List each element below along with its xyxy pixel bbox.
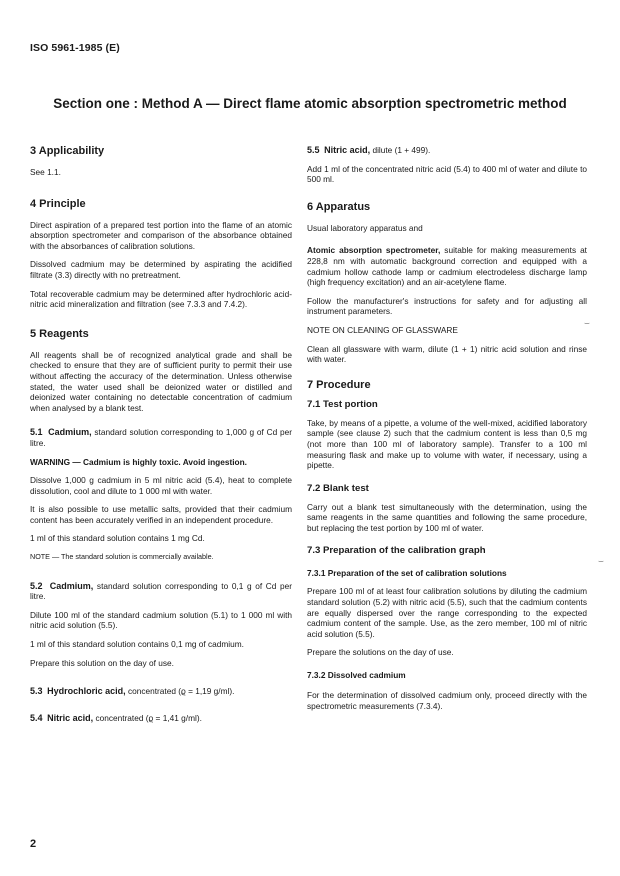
clause-5-4: 5.4 Nitric acid, concentrated (ϱ = 1,41 g/ml). xyxy=(30,712,202,723)
clause-5-2-paragraph-1: Dilute 100 ml of the standard cadmium solution (5.1) to 1 000 ml with nitric acid solution (5.5). xyxy=(30,609,292,631)
apparatus-heading: 6 Apparatus xyxy=(307,200,371,213)
clause-5-1: 5.1 Cadmium, standard solution corresponding to 1,000 g of Cd per litre. xyxy=(30,427,292,448)
reagents-intro: All reagents shall be of recognized analytical grade and shall be checked to ensure that they are of sufficient purity to permit their use without affecting the accuracy of the determination. Unless otherwise stated, the water used shall be deionized water or distilled and deionized water containing no detectable concentration of cadmium when analysed by a blank test. xyxy=(30,349,292,413)
calibration-solutions-heading: 7.3.1 Preparation of the set of calibration solutions xyxy=(307,568,507,579)
clause-5-3: 5.3 Hydrochloric acid, concentrated (ϱ = 1,19 g/ml). xyxy=(30,686,235,697)
dissolved-cadmium-text: For the determination of dissolved cadmium only, proceed directly with the spectrometric measurements (7.3.4). xyxy=(307,690,587,711)
glassware-note-heading: NOTE ON CLEANING OF GLASSWARE xyxy=(307,324,458,335)
apparatus-paragraph-1: Usual laboratory apparatus and xyxy=(307,222,423,233)
blank-test-text: Carry out a blank test simultaneously with the determination, using the same reagents in the same quantities and following the same procedure, but replacing the test portion by 100 ml of water. xyxy=(307,501,587,533)
apparatus-spectrometer: Atomic absorption spectrometer, suitable for making measurements at 228,8 nm with automatic background correction and equipped with a cadmium hollow cathode lamp or cadmium electrodeless discharge lamp (high frequency excitation) and an air-acetylene flame. xyxy=(307,245,587,288)
warning-text: WARNING — Cadmium is highly toxic. Avoid ingestion. xyxy=(30,456,247,467)
dissolved-cadmium-heading: 7.3.2 Dissolved cadmium xyxy=(307,670,406,681)
principle-paragraph-2: Dissolved cadmium may be determined by aspirating the acidified filtrate (3.3) directly with no pretreatment. xyxy=(30,259,292,280)
principle-heading: 4 Principle xyxy=(30,197,86,210)
calibration-graph-heading: 7.3 Preparation of the calibration graph xyxy=(307,545,486,557)
document-header: ISO 5961-1985 (E) xyxy=(30,42,120,54)
section-title: Section one : Method A — Direct flame atomic absorption spectrometric method xyxy=(53,96,567,111)
left-column xyxy=(30,145,292,723)
applicability-text: See 1.1. xyxy=(30,167,61,177)
clause-5-1-paragraph-1: Dissolve 1,000 g cadmium in 5 ml nitric acid (5.4), heat to complete dissolution, cool and dilute to 1 000 ml with water. xyxy=(30,475,292,496)
principle-paragraph-1: Direct aspiration of a prepared test portion into the flame of an atomic absorption spectrometer and comparison of the absorbance obtained with the absorbances of calibration solutions. xyxy=(30,219,292,251)
test-portion-text: Take, by means of a pipette, a volume of the well-mixed, acidified laboratory sample (see clause 2) such that the cadmium content is less than 0,5 mg (not more than 100 ml of laboratory sample). Transfer to a 100 ml measuring flask and make up to volume with water, if necessary, using a pipette. xyxy=(307,417,587,471)
procedure-heading: 7 Procedure xyxy=(307,378,371,391)
calibration-solutions-text: Prepare 100 ml of at least four calibration solutions by diluting the cadmium standard solution (5.2) with nitric acid (5.5), such that the cadmium contents are equally dispersed over the range corresponding to the expected cadmium content of the sample. Use, as the zero member, 100 ml of nitric acid solution (5.5). xyxy=(307,586,587,639)
page-number: 2 xyxy=(30,838,37,850)
clause-5-2-paragraph-2: 1 ml of this standard solution contains 0,1 mg of cadmium. xyxy=(30,639,244,650)
margin-mark: ⌣ xyxy=(584,318,590,328)
blank-test-heading: 7.2 Blank test xyxy=(307,482,369,494)
margin-mark: ⌣ xyxy=(598,556,604,566)
clause-5-5: 5.5 Nitric acid, dilute (1 + 499). xyxy=(307,145,431,155)
apparatus-paragraph-3: Follow the manufacturer's instructions for safety and for adjusting all instrument parameters. xyxy=(307,295,587,317)
test-portion-heading: 7.1 Test portion xyxy=(307,398,378,410)
clause-5-1-paragraph-2: It is also possible to use metallic salts, provided that their cadmium content has been accurately verified in an independent procedure. xyxy=(30,504,292,525)
clause-5-1-paragraph-3: 1 ml of this standard solution contains 1 mg Cd. xyxy=(30,533,205,544)
glassware-note-text: Clean all glassware with warm, dilute (1 + 1) nitric acid solution and rinse with water. xyxy=(307,343,587,365)
clause-5-2: 5.2 Cadmium, standard solution corresponding to 0,1 g of Cd per litre. xyxy=(30,580,292,602)
reagents-heading: 5 Reagents xyxy=(30,327,89,340)
calibration-solutions-note: Prepare the solutions on the day of use. xyxy=(307,647,454,658)
clause-5-5-paragraph: Add 1 ml of the concentrated nitric acid (5.4) to 400 ml of water and dilute to 500 ml. xyxy=(307,163,587,185)
note-text: NOTE — The standard solution is commercially available. xyxy=(30,552,214,562)
applicability-heading: 3 Applicability xyxy=(30,145,105,157)
right-column xyxy=(307,145,587,711)
clause-5-2-paragraph-3: Prepare this solution on the day of use. xyxy=(30,657,174,668)
principle-paragraph-3: Total recoverable cadmium may be determined after hydrochloric acid-nitric acid mineralization and filtration (see 7.3.3 and 7.4.2). xyxy=(30,288,292,310)
